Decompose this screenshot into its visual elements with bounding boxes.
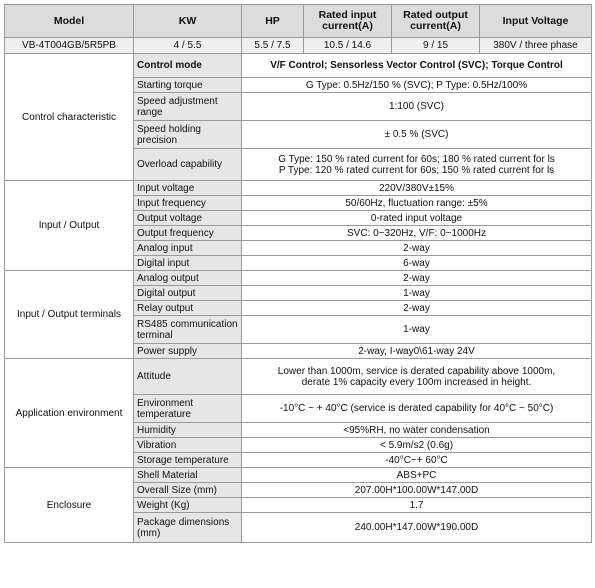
spec-value: 2-way <box>242 301 592 316</box>
spec-label: Speed adjustment range <box>134 93 242 121</box>
spec-value: 2-way <box>242 271 592 286</box>
header-kw: KW <box>134 5 242 38</box>
spec-value: 6-way <box>242 256 592 271</box>
header-rated-output-current: Rated output current(A) <box>392 5 480 38</box>
spec-value: Lower than 1000m, service is derated capability above 1000m, derate 1% capacity every 100m increased in height. <box>242 359 592 395</box>
spec-label: Analog input <box>134 241 242 256</box>
spec-label: RS485 communication terminal <box>134 316 242 344</box>
spec-value: V/F Control; Sensorless Vector Control (SVC); Torque Control <box>242 54 592 78</box>
kw-value: 4 / 5.5 <box>134 38 242 54</box>
spec-row <box>5 271 592 286</box>
spec-value: 2-way, I-way0\61-way 24V <box>242 344 592 359</box>
spec-value: 1.7 <box>242 498 592 513</box>
input-voltage-value: 380V / three phase <box>480 38 592 54</box>
spec-row <box>5 359 592 395</box>
header-row <box>5 5 592 38</box>
spec-value: -10°C ~ + 40°C (service is derated capability for 40°C ~ 50°C) <box>242 395 592 423</box>
spec-label: Control mode <box>134 54 242 78</box>
specification-table <box>4 4 592 543</box>
spec-value: 220V/380V±15% <box>242 181 592 196</box>
group-label: Control characteristic <box>5 54 134 181</box>
group-label: Input / Output terminals <box>5 271 134 359</box>
output-current-value: 9 / 15 <box>392 38 480 54</box>
spec-label: Input voltage <box>134 181 242 196</box>
spec-value: 0-rated input voltage <box>242 211 592 226</box>
spec-label: Analog output <box>134 271 242 286</box>
spec-row <box>5 181 592 196</box>
header-model: Model <box>5 5 134 38</box>
model-row <box>5 38 592 54</box>
spec-label: Humidity <box>134 423 242 438</box>
input-current-value: 10.5 / 14.6 <box>304 38 392 54</box>
spec-label: Overall Size (mm) <box>134 483 242 498</box>
spec-value: 2-way <box>242 241 592 256</box>
spec-value: G Type: 0.5Hz/150 % (SVC); P Type: 0.5Hz/100% <box>242 78 592 93</box>
spec-label: Digital input <box>134 256 242 271</box>
spec-label: Weight (Kg) <box>134 498 242 513</box>
spec-label: Output voltage <box>134 211 242 226</box>
model-value: VB-4T004GB/5R5PB <box>5 38 134 54</box>
spec-value: -40°C~+ 60°C <box>242 453 592 468</box>
spec-label: Digital output <box>134 286 242 301</box>
spec-label: Storage temperature <box>134 453 242 468</box>
spec-value: 1-way <box>242 286 592 301</box>
group-label: Input / Output <box>5 181 134 271</box>
spec-label: Shell Material <box>134 468 242 483</box>
header-rated-input-current: Rated input current(A) <box>304 5 392 38</box>
spec-value: ± 0.5 % (SVC) <box>242 121 592 149</box>
spec-value: <95%RH, no water condensation <box>242 423 592 438</box>
spec-label: Vibration <box>134 438 242 453</box>
spec-label: Package dimensions (mm) <box>134 513 242 543</box>
spec-value: 50/60Hz, fluctuation range: ±5% <box>242 196 592 211</box>
spec-label: Starting torque <box>134 78 242 93</box>
spec-value: < 5.9m/s2 (0.6g) <box>242 438 592 453</box>
spec-value: 1-way <box>242 316 592 344</box>
spec-label: Input frequency <box>134 196 242 211</box>
spec-label: Speed holding precision <box>134 121 242 149</box>
spec-value: 207.00H*100.00W*147.00D <box>242 483 592 498</box>
spec-value: SVC: 0~320Hz, V/F: 0~1000Hz <box>242 226 592 241</box>
spec-label: Overload capability <box>134 149 242 181</box>
spec-value: ABS+PC <box>242 468 592 483</box>
hp-value: 5.5 / 7.5 <box>242 38 304 54</box>
spec-value: 1:100 (SVC) <box>242 93 592 121</box>
spec-label: Attitude <box>134 359 242 395</box>
spec-row <box>5 468 592 483</box>
spec-value: G Type: 150 % rated current for 60s; 180 % rated current for ls P Type: 120 % rated current for 60s; 150 % rated current for ls <box>242 149 592 181</box>
spec-label: Relay output <box>134 301 242 316</box>
spec-label: Environment temperature <box>134 395 242 423</box>
spec-row <box>5 54 592 78</box>
group-label: Application environment <box>5 359 134 468</box>
spec-label: Power supply <box>134 344 242 359</box>
header-hp: HP <box>242 5 304 38</box>
group-label: Enclosure <box>5 468 134 543</box>
spec-label: Output frequency <box>134 226 242 241</box>
header-input-voltage: Input Voltage <box>480 5 592 38</box>
spec-value: 240.00H*147.00W*190.00D <box>242 513 592 543</box>
